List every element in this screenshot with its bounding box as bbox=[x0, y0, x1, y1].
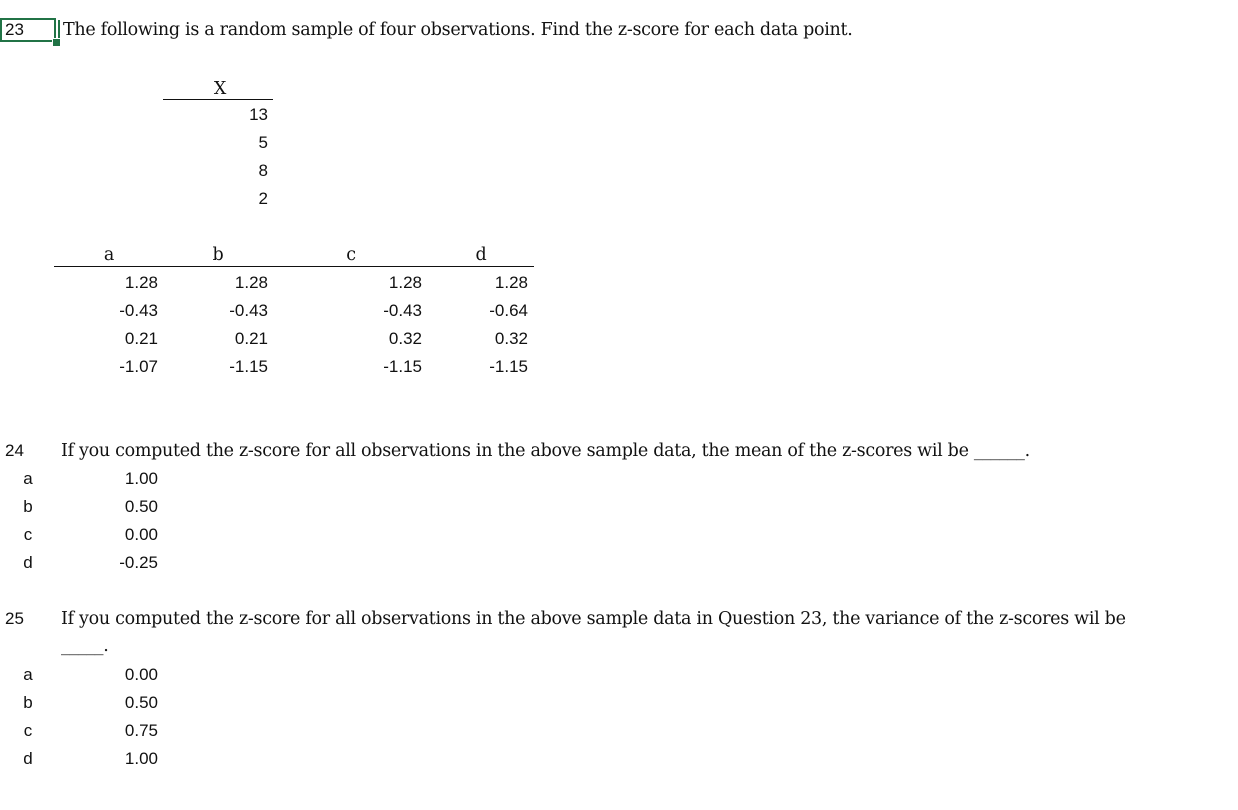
option-b-header: b bbox=[212, 245, 224, 265]
option-a-value: 1.28 bbox=[124, 273, 158, 292]
q24-choice-letter: c bbox=[23, 525, 33, 544]
option-d-value: 0.32 bbox=[494, 329, 528, 348]
q23-number[interactable]: 23 bbox=[5, 20, 24, 39]
q25-choice-value: 0.00 bbox=[124, 665, 158, 684]
option-a-value: -1.07 bbox=[119, 357, 158, 376]
option-c-value: -1.15 bbox=[383, 357, 422, 376]
q25-number[interactable]: 25 bbox=[5, 609, 24, 628]
option-a-header: a bbox=[103, 245, 115, 265]
q25-choice-value: 0.75 bbox=[124, 721, 158, 740]
option-d-header: d bbox=[475, 245, 487, 265]
q25-choice-letter: a bbox=[23, 665, 33, 684]
options-header-rule bbox=[54, 266, 534, 267]
q23-text[interactable]: The following is a random sample of four observations. Find the z-score for each data point. bbox=[63, 20, 853, 40]
q24-choice-letter: d bbox=[23, 553, 33, 572]
fill-handle[interactable] bbox=[52, 38, 61, 47]
x-header-rule bbox=[163, 99, 273, 100]
x-value: 13 bbox=[249, 105, 268, 124]
q24-choice-letter: a bbox=[23, 469, 33, 488]
q25-choice-value: 1.00 bbox=[124, 749, 158, 768]
option-b-value: -0.43 bbox=[229, 301, 268, 320]
option-a-value: 0.21 bbox=[124, 329, 158, 348]
x-value: 2 bbox=[258, 189, 268, 208]
option-b-value: 1.28 bbox=[234, 273, 268, 292]
q25-choice-letter: d bbox=[23, 749, 33, 768]
q25-blank: _____. bbox=[61, 636, 109, 656]
option-a-value: -0.43 bbox=[119, 301, 158, 320]
option-c-value: 0.32 bbox=[388, 329, 422, 348]
x-value: 5 bbox=[258, 133, 268, 152]
option-d-value: -1.15 bbox=[489, 357, 528, 376]
q24-choice-letter: b bbox=[23, 497, 33, 516]
q24-choice-value: 0.00 bbox=[124, 525, 158, 544]
q25-choice-letter: b bbox=[23, 693, 33, 712]
x-column-header: X bbox=[213, 79, 227, 99]
q24-choice-value: 1.00 bbox=[124, 469, 158, 488]
cell-border-marker bbox=[58, 20, 60, 40]
x-value: 8 bbox=[258, 161, 268, 180]
option-c-value: 1.28 bbox=[388, 273, 422, 292]
q25-choice-letter: c bbox=[23, 721, 33, 740]
q25-text[interactable]: If you computed the z-score for all observations in the above sample data in Question 23, the variance of the z-scores wil be bbox=[61, 609, 1126, 629]
option-d-value: 1.28 bbox=[494, 273, 528, 292]
q25-choice-value: 0.50 bbox=[124, 693, 158, 712]
q24-choice-value: 0.50 bbox=[124, 497, 158, 516]
option-c-value: -0.43 bbox=[383, 301, 422, 320]
option-c-header: c bbox=[346, 245, 356, 265]
q24-number[interactable]: 24 bbox=[5, 441, 24, 460]
q24-text[interactable]: If you computed the z-score for all observations in the above sample data, the mean of the z-scores wil be ______. bbox=[61, 441, 1030, 461]
option-b-value: -1.15 bbox=[229, 357, 268, 376]
q24-choice-value: -0.25 bbox=[119, 553, 158, 572]
option-b-value: 0.21 bbox=[234, 329, 268, 348]
option-d-value: -0.64 bbox=[489, 301, 528, 320]
